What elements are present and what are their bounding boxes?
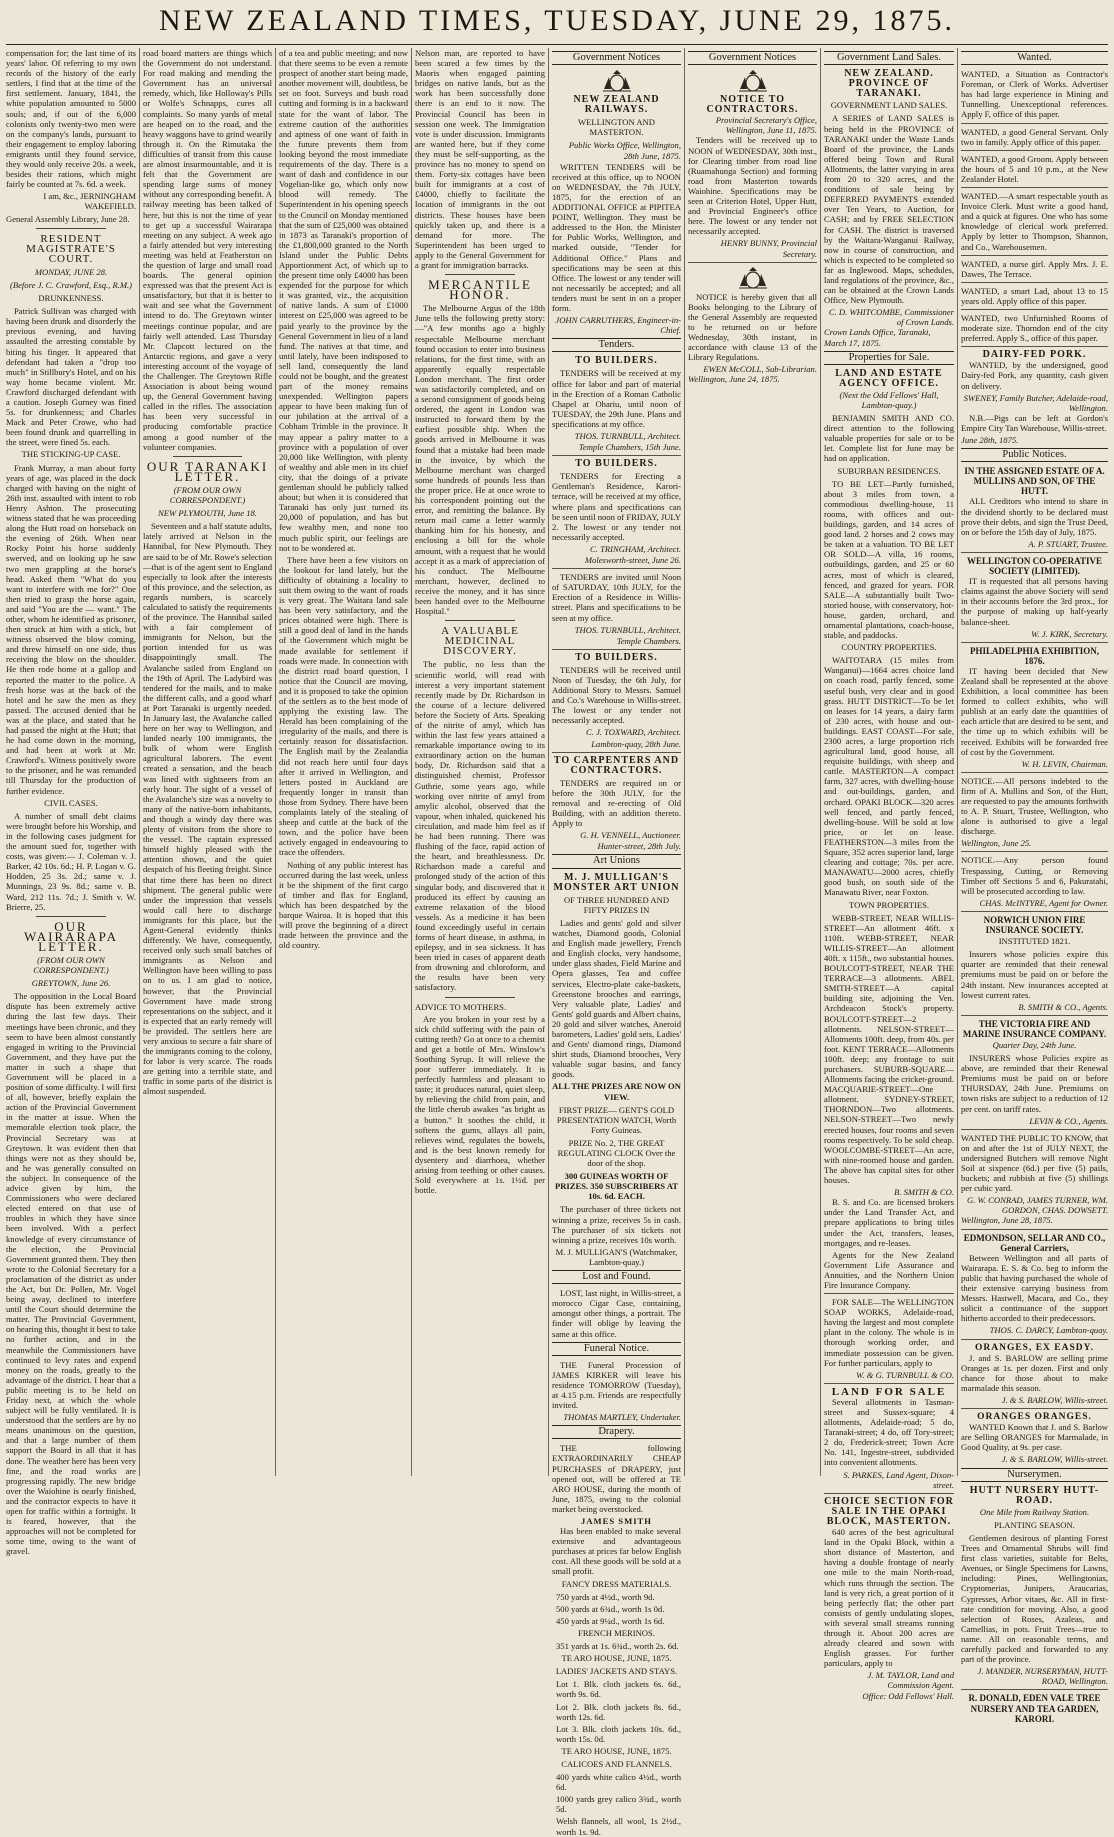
art-unions-heading: Art Unions xyxy=(552,854,681,868)
victoria-sub: Quarter Day, 24th June. xyxy=(992,1039,1077,1050)
oranges-signature-2: J. & S. BARLOW, Willis-street. xyxy=(1001,1454,1108,1465)
advice-heading: ADVICE TO MOTHERS. xyxy=(415,1001,507,1012)
taranaki-sub: (FROM OUR OWN CORRESPONDENT.) xyxy=(169,484,246,506)
night-soil-date: Wellington, June 28, 1875. xyxy=(961,1215,1053,1226)
impound-date: Wellington, June 25. xyxy=(961,838,1032,849)
royal-crest-icon xyxy=(736,266,770,290)
tender-place: Molesworth-street, June 26. xyxy=(584,555,681,566)
country-text: WAITOTARA (15 miles from Wanganui)—1664 acres choice land on coach road, partly fenced, some useful bush, very clear and in good grass. HUTT DISTRICT—To be let on leases for 14 years, a dairy farm of 230 acres, with house and out-buildings. EAST COAST—For sale, 2300 acres, a large proportion rich agricultural land, good house, all requisite buildings, with sheep and cattle. MASTERTON—A compact farm, 327 acres, with dwelling-house and out-buildings, garden, and orchard. OPAKI BLOCK—320 acres well fenced, and partly fenced, dwelling-house. Will be sold at low price, or let on lease. FEATHERSTON—3 miles from the Square, 352 acres superior land, large clearing and cottage; 70s. per acre. MANAWATU—2000 acres, chiefly good bush, on south side of the Manawatu River, near Foxton. xyxy=(824,655,954,898)
property-heading: Properties for Sale. xyxy=(824,351,954,365)
agency-text: BENJAMIN SMITH AND CO. direct attention to the following valuable properties for sale or to be let. Complete list for June may be had on application. xyxy=(824,413,954,464)
railway-signature: JOHN CARRUTHERS, Engineer-in-Chief. xyxy=(555,315,681,336)
divider xyxy=(552,455,681,456)
court-text: Patrick Sullivan was charged with having been drunk and disorderly the previous evening, and having assaulted the arresting constable by biting his finger. It appeared that defendant had taken a "drop too much" in Stillbury's Hotel, and on his way home became violent. Mr. Crawford discharged defendant with a caution. Joseph Gurney was fined 5s. for drunkenness; and Charles Mack and Peter Crowe, who had been found drunk and quarrelling in the street, were fined 5s. each. xyxy=(6,306,136,448)
tender-text: TENDERS will be received until Noon of Tuesday, the 6th July, for Additional Story to Messrs. Samuel and Co.'s Warehouse in Willis-street. The lowest or any tender not necessarily accepted. xyxy=(552,664,681,726)
court-date: MONDAY, JUNE 28. xyxy=(34,266,108,277)
hutt-nursery-signature: J. MANDER, NURSERYMAN, HUTT-ROAD, Wellington. xyxy=(977,1666,1108,1687)
te-aro-line: TE ARO HOUSE, JUNE, 1875. xyxy=(561,1653,672,1664)
divider xyxy=(961,1015,1108,1016)
land-sales-heading: Government Land Sales. xyxy=(824,51,954,65)
impound-text: NOTICE.—All persons indebted to the firm of A. Mullins and Son, of the Hutt, are requested to pay the amounts forthwith to A. P. Stuart, Trustee, Wellington, who alone is authorised to give a legal discharge. xyxy=(961,775,1109,837)
art-union-value: 300 GUINEAS WORTH OF PRIZES. 350 SUBSCRIBERS AT 10s. 6d. EACH. xyxy=(554,1171,679,1202)
coop-heading: WELLINGTON CO-OPERATIVE SOCIETY (LIMITED). xyxy=(967,555,1102,577)
lost-text: LOST, last night, in Willis-street, a morocco Cigar Case, containing, amongst other things, a portrait. The finder will oblige by leaving the same at this office. xyxy=(552,1288,681,1339)
advice-text: Are you broken in your rest by a sick child suffering with the pain of cutting teeth? Go at once to a chemist and get a bottle of Mrs. Winslow's Soothing Syrup. It will relieve the poor sufferer immediately. It is perfectly harmless and pleasant to taste; it produces natural, quiet sleep, by relieving the child from pain, and the little cherub awakes "as bright as a button." It soothes the child, it softens the gums, allays all pain, relieves wind, regulates the bowels, and is the best known remedy for dysentery and diarrhoea, whether arising from teething or other causes. Sold everywhere at 1s. 1½d. per bottle. xyxy=(415,1013,545,1196)
contractors-place: Provincial Secretary's Office, Wellington, June 11, 1875. xyxy=(715,115,817,136)
masthead-rule xyxy=(6,44,1108,45)
agency-signature: B. SMITH & CO. xyxy=(894,1187,954,1198)
fancy-row: 750 yards at 4½d., worth 9d. xyxy=(556,1591,655,1602)
wairarapa-sub: (FROM OUR OWN CORRESPONDENT.) xyxy=(33,954,109,976)
drapery-text: THE following EXTRAORDINARILY CHEAP PURCHASES of DRAPERY, just opened out, will be offered at TE ARO HOUSE, during the month of June, 1875, owing to the colonial market being overstocked. xyxy=(552,1443,681,1514)
column-5 xyxy=(552,48,681,1837)
fancy-heading: FANCY DRESS MATERIALS. xyxy=(561,1578,672,1589)
tender-text: TENDERS will be received at my office for labor and part of material in the Erection of a Roman Catholic Chapel at Ohariu, until noon of TUESDAY, the 29th June. Plans and specifications at my office. xyxy=(552,368,681,429)
divider xyxy=(961,309,1108,310)
tender-place: Temple Chambers, 15th June. xyxy=(578,442,681,453)
art-union-first-prize: FIRST PRIZE— GENT'S GOLD PRESENTATION WATCH, Worth Forty Guineas. xyxy=(556,1104,677,1135)
norwich-text: Insurers whose policies expire this quarter are reminded that their renewal premiums must be paid on or before the 24th instant. New insurances accepted at lowest current rates. xyxy=(961,949,1108,1000)
hutt-nursery-sub: One Mile from Railway Station. xyxy=(979,1506,1090,1517)
taranaki-land-place: Crown Lands Office, Taranaki, March 17, 1875. xyxy=(824,327,931,348)
divider xyxy=(445,620,515,621)
taranaki-land-signature: C. D. WHITCOMBE, Commissioner of Crown Lands. xyxy=(828,307,954,328)
jackets-row: Lot 2. Blk. cloth jackets 8s. 6d., worth 12s. 6d. xyxy=(556,1701,681,1722)
column-4 xyxy=(415,48,545,1476)
court-before: (Before J. C. Crawford, Esq., R.M.) xyxy=(9,279,133,290)
edmondson-text: Between Wellington and all parts of Wairarapa. E. S. & Co. beg to inform the public that having purchased the whole of their extensive carrying business from Messrs. Hastwell, Macara, and Co., they solicit a continuance of the support hitherto accorded to their predecessors. xyxy=(961,1252,1108,1324)
divider xyxy=(36,228,106,229)
tender-advert xyxy=(552,756,681,852)
drapery-text-2: Has been enabled to make several extensive and advantageous purchases at prices far below English cost. All these goods will be sold at a small profit. xyxy=(552,1526,681,1577)
taranaki-land-heading: NEW ZEALAND. PROVINCE OF TARANAKI. xyxy=(844,68,934,100)
divider xyxy=(961,1339,1108,1340)
column-8 xyxy=(961,48,1109,1724)
tender-heading: TO BUILDERS. xyxy=(575,458,658,470)
divider xyxy=(961,552,1108,553)
oranges-heading: ORANGES, EX EASDY. xyxy=(974,1342,1094,1353)
pork-heading: DAIRY-FED PORK. xyxy=(982,349,1087,361)
divider xyxy=(961,150,1108,151)
calicoes-row: Welsh flannels, all wool, 1s 2½d., worth 1s. 9d. xyxy=(556,1816,681,1837)
tender-signature: C. TRINGHAM, Architect. xyxy=(590,543,681,554)
tender-text: TENDERS for Erecting a Gentleman's Residence, Karori-terrace, will be received at my office, where plans and specifications can be seen until noon of FRIDAY, JULY 2. The lowest or any tender not necessarily accepted. xyxy=(552,471,681,542)
divider xyxy=(961,282,1108,283)
contractors-text: Tenders will be received up to NOON of WEDNESDAY, 30th inst., for Clearing timber from road line (Ruamahunga Section) and forming road from Masterton towards Waiohine. Specifications may be seen at Criterion Hotel, Upper Hutt, and Provincial Engineer's office here. The lowest or any tender not necessarily accepted. xyxy=(688,135,817,237)
tender-advert xyxy=(552,459,681,565)
choice-signature: J. M. TAYLOR, Land and Commission Agent. xyxy=(867,1670,954,1691)
night-soil-signatures: G. W. CONRAD, JAMES TURNER, WM. GORDON, CHAS. DOWSETT. xyxy=(967,1195,1108,1216)
divider xyxy=(445,997,515,998)
taranaki-text-cont: of a tea and public meeting; and now that there seems to be even a remote prospect of another start being made, another movement will, doubtless, be set on foot. Surveys and bush road cutting and forming is in a backward state for the want of labor. The extreme caution of the authorities and aptness of one want of faith in the future prevents them from looking beyond the most immediate requirements of the day. There is a want of dash and confidence in our Vogelian-like go, which only now blood will remedy. The Superintendent in his opening speech to the Council on Monday mentioned that the sum of £25,000 was obtained in 1873 as Taranaki's proportion of the £1,800,000 granted to the North Island under the Public Debts Apportionment Act, of which up to the present time only £4000 has been expended for the purpose for which it was granted, viz., the acquisition of native lands. A sum of £1000 interest on £25,000 was agreed to be paid yearly to the province by the General Government in lieu of a land fund. The natives at that time, and until lately, have been indisposed to sell land, consequently the land could not be bought, and the greatest part of the money remains unexpended. Wellington papers appear to have been making fun of our jubilation at the arrival of a Cobham Trimble in the province. It may appear a paltry matter to a province with a population of over 20,000 like Wellington, with plenty of wealthy and able men in its chief city, that the doings of a private gentleman should be publicly talked about; but when it is considered that Taranaki has only just turned its 20,000 of population, and has but few wealthy men, and none too much public spirit, our feelings are not to be wondered at. xyxy=(279,48,408,553)
country-heading: COUNTRY PROPERTIES. xyxy=(841,642,937,653)
suburban-text: TO BE LET—Partly furnished, about 3 miles from town, a commodious dwelling-house, 11 rooms, with offices and out-buildings, garden, and 14 acres of good land. 2 horses and 2 cows may be taken at a valuation. TO BE LET OR SOLD—A villa, 16 rooms, outbuildings, garden, and 25 or 60 acres, most of which is cleared, fenced, and grazed for years. FOR SALE—A substantially built Two-storied house, with conservatory, hot-house, garden, orchard, and ornamental plantations, coach-house, stable, and paddocks. xyxy=(824,478,954,641)
agency-sub: (Next the Odd Fellows' Hall, Lambton-quay.) xyxy=(839,389,939,410)
divider xyxy=(961,1689,1108,1690)
norwich-sub: INSTITUTED 1821. xyxy=(998,936,1071,947)
choice-text: 640 acres of the best agricultural land in the Opaki Block, within a short distance of Masterton, and having a double frontage of nearly one mile to the main North-road, which runs through the section. The land is very rich, a great portion of it being perfectly flat; the other part consists of gently undulating slopes, with several small streams running through it. About 200 acres are already cleared and sown with English grasses. For further particulars, apply to xyxy=(824,1527,954,1669)
soap-text: FOR SALE—The WELLINGTON SOAP WORKS, Adelaide-road, having the largest and most complete plant in the colony. The whole is in thorough working order, and immediate possession can be given. For further particulars, apply to xyxy=(824,1297,954,1368)
letter-text: compensation for; the last time of its years' labor. Of referring to my own records of the history of the early settlers, I find that at the time of the first settlement. January, 1841, the white population amounted to 5000 souls; and, if out of the 6,000 colonists only twenty-two men were on the company's lands, pursuant to their engagement to employ laboring emigrants until they found service, they would only receive 20s. a week, besides their rations, which might fairly be counted at 7s. 6d. a week. xyxy=(6,48,136,190)
pork-text: WANTED, by the undersigned, good Dairy-fed Pork, any quantity, cash given on delivery. xyxy=(961,360,1108,391)
tender-text: TENDERS are required on or before the 30th JULY, for the removal and re-erecting of Old Building, with an addition thereto. Apply to xyxy=(552,777,681,829)
library-text: NOTICE is hereby given that all Books belonging to the Library of the General Assembly are requested to be returned on or before Wednesday, 30th instant, in accordance with clause 13 of the Library Regulations. xyxy=(688,291,817,363)
divider xyxy=(552,752,681,753)
taranaki-land-text: A SERIES of LAND SALES is being held in the PROVINCE of TARANAKI under the Waste Lands Board of the province, the Lands offered being Town and Rural Allotments, the latter varying in area from 20 to 320 acres, and the conditions of sale being by DEFERRED PAYMENTS extended over Ten Years, to Auction, for CASH; and by FREE SELECTION for CASH. The district is traversed by the Waitara-Wanganui Railway, now in course of construction, and which is expected to be completed so far as Inglewood. Maps, schedules, land regulations of the province, &c., can be obtained at the Crown Lands Office, New Plymouth. xyxy=(824,113,954,306)
oranges-text: J. and S. BARLOW are selling prime Oranges at 1s. per dozen. First and only chance for those about to make marmalade this season. xyxy=(961,1352,1108,1393)
case-heading: THE STICKING-UP CASE. xyxy=(21,449,121,460)
art-union-title: M. J. MULLIGAN'S MONSTER ART UNION xyxy=(553,871,680,893)
tender-text: TENDERS are invited until Noon of SATURDAY, 10th JULY, for the Erection of a Residence in Willis-street. Plans and specifications to be seen at my office. xyxy=(552,572,681,623)
contractors-signature: HENRY BUNNY, Provincial Secretary. xyxy=(720,238,817,259)
art-union-text: Ladies and gents' gold and silver watches, Diamond goods, Colonial and English made jewellery, French and English clocks, very handsome, under glass shades, Field Marine and Opera glasses, Tea and coffee services, Electro-plate cake-baskets, Greenstone brooches and earrings, Very valuable plate, Ladies' and Gents' gold guards and Albert chains, 20 gold and silver watches, Aneroid barometers, Ladies' gold sets, Ladies' and Gents' diamond rings, Diamond shirt studs, Diamond brooches, Very valuable sugar basins, and fancy goods. xyxy=(552,917,681,1080)
column-rule xyxy=(139,48,140,1476)
estate-signature: A. P. STUART, Trustee. xyxy=(1028,538,1108,549)
wanted-heading: Wanted. xyxy=(961,51,1108,65)
oranges-text-2: WANTED Known that J. and S. Barlow are Selling ORANGES for Marmalade, in Good Quality, at 9s. per case. xyxy=(961,1422,1108,1453)
mercantile-text: The Melbourne Argus of the 18th June tells the following pretty story:—"A few months ago a highly respectable Melbourne merchant found occasion to enter into business relations, for the first time, with an apparently equally respectable London merchant. The first order was satisfactorily completed, and on a second consignment of goods being ordered, the agent in London was instructed to forward them by the earliest possible ship. When the goods arrived in Melbourne it was found that a mistake had been made in the invoice, by which the Melbourne merchant was charged some hundreds of pounds less than the proper price. He at once wrote to his correspondent pointing out the error, and remitting the balance. By return mail came a letter warmly thanking him for his honesty, and enclosing a bill for the whole amount, with a request that he would accept it as a mark of appreciation of his conduct. The Melbourne merchant, however, declined to receive the money, and it has since been handed over to the Melbourne Hospital." xyxy=(415,303,545,617)
art-union-sub: OF THREE HUNDRED AND FIFTY PRIZES IN xyxy=(563,894,670,915)
wanted-item: WANTED.—A smart respectable youth as Invoice Clerk. Must write a good hand, and a quick at figures. One who has some knowledge of clerical work preferred. Apply by letter to Thompson, Shannon, and Co., Warehousemen. xyxy=(961,191,1108,252)
railway-heading: NEW ZEALAND RAILWAYS. xyxy=(573,94,660,116)
divider xyxy=(961,1229,1108,1230)
tender-heading: TO BUILDERS. xyxy=(575,355,658,367)
tender-place: Lambton-quay, 28th June. xyxy=(591,738,681,749)
tender-heading: TO BUILDERS. xyxy=(575,651,658,663)
divider xyxy=(961,187,1108,188)
case-text: Frank Murray, a man about forty years of age, was placed in the dock charged with having on the night of 26th inst. assaulted with intent to rob Henry Ashton. The prosecuting witness stated that he was proceeding along the Hutt road on horseback on the evening of 26th. When near Rocky Point his horse suddenly swerved, and on looking up he saw two men grappling at the horse's head. Asked them "What do you want to interfere with me for?" One then tried to grasp the horse again, and said "You are the — want." The other, whom he identified as prisoner, then struck at him with a stick, but witness observed the blow coming, and threw himself on one side, thus receiving the blow on the shoulder. He then rode home at a gallop and reported the matter to the police. A fresh horse was at the back of the hotel and he saw the men as they passed. The accused denied that he was at the place, and stated that he had passed the night at the Hutt; that he had come down in the morning, and had been at work at Mr. Crawford's. Witness positively swore to the prisoner, and he was remanded till Thursday for the production of further evidence. xyxy=(6,462,136,796)
agency-heading: LAND AND ESTATE AGENCY OFFICE. xyxy=(835,367,943,389)
choice-heading: CHOICE SECTION FOR SALE IN THE OPAKI BLOCK, MASTERTON. xyxy=(824,1495,954,1527)
royal-crest-icon xyxy=(600,69,634,93)
hutt-nursery-text: Gentlemen desirous of planting Forest Trees and Ornamental Shrubs will find first class varieties, suitable for Belts, Avenues, or Single Specimens for Lawns, including: Pines, Wellingtonias, Cryptomerias, Junipers, Araucarias, Cypresses, Arbor vitaes, &c. All in first-rate condition for moving. Also, a good selection of Roses, Azaleas, and Camellias, in pots. Fruit Trees—true to name. All on reasonable terms, and carefully packed and forwarded to any part of the province. xyxy=(961,1533,1108,1665)
divider xyxy=(824,1293,954,1294)
medicinal-text: The public, no less than the scientific world, will read with interest a very important statement recently made by Dr. Richardson in the course of a lecture delivered before the Society of Arts. Speaking of the nitrite of amyl, which has within the last few years attained a remarkable importance owing to its extraordinary action on the human body, Dr. Richardson said that a distinguished chemist, Professor Guthrie, some years ago, while working over nitrite of amyl from amylic alcohol, observed that the vapour, when inhaled, quickened his circulation, and made him feel as if he had been running. There was flushing of the face, rapid action of the heart, and breathlessness. Dr. Richardson made a careful and prolonged study of the action of this singular body, and discovered that it produced its effect by causing an extreme relaxation of the blood vessels. As a medicine it has been found exceedingly useful in certain forms of heart disease, in asthma, in epilepsy, and in sea sickness. It has been tried in cases of apparent death from drowning and chloroform, and the results have been very satisfactory. xyxy=(415,659,545,993)
fancy-row: 450 yards at 9¼d., worth 1s 6d. xyxy=(556,1615,665,1626)
calicoes-row: 400 yards white calico 4½d., worth 6d. xyxy=(556,1772,681,1793)
tender-place: Temple Chambers. xyxy=(616,635,681,646)
calicoes-row: 1000 yards grey calico 3¾d., worth 5d. xyxy=(556,1794,681,1815)
art-union-signature: M. J. MULLIGAN'S (Watchmaker, Lambton-quay.) xyxy=(555,1246,678,1267)
library-date: Wellington, June 24, 1875. xyxy=(688,374,780,385)
divider xyxy=(961,642,1108,643)
art-union-second-prize: PRIZE No. 2, THE GREAT REGULATING CLOCK Over the door of the shop. xyxy=(557,1137,676,1169)
oranges-heading-2: ORANGES ORANGES. xyxy=(977,1412,1092,1423)
civil-heading: CIVIL CASES. xyxy=(44,797,98,808)
norwich-signature: B. SMITH & CO., Agents. xyxy=(1018,1001,1108,1012)
philadelphia-text: IT having been decided that New Zealand shall be represented at the above Exhibition, a local committee has been formed to collect exhibits, who will publish at an early date the quantities of each article that are desired to be sent, and the time up to which exhibits will be received. Exhibits will be forwarded free of cost by the Government. xyxy=(961,665,1108,757)
wanted-item: WANTED, a smart Lad, about 13 to 15 years old. Apply office of this paper. xyxy=(961,285,1108,306)
funeral-signature: THOMAS MARTLEY, Undertaker. xyxy=(563,1412,681,1423)
calicoes-heading: CALICOES AND FLANNELS. xyxy=(561,1758,672,1769)
victoria-heading: THE VICTORIA FIRE AND MARINE INSURANCE COMPANY. xyxy=(962,1018,1107,1039)
column-1 xyxy=(6,48,136,1557)
agents-text: Agents for the New Zealand Government Life Assurance and Annuities, and the Northern Union Fire Insurance Company. xyxy=(824,1249,954,1290)
masthead-title: NEW ZEALAND TIMES, TUESDAY, JUNE 29, 1875. xyxy=(158,4,956,37)
wanted-item: WANTED, a good General Servant. Only two in family. Apply office of this paper. xyxy=(961,126,1108,147)
hutt-nursery-planting: PLANTING SEASON. xyxy=(994,1519,1075,1530)
taranaki-text-cont-3: Nothing of any public interest has occurred during the last week, unless it be the shipment of the first cargo of timber and flax for England, which has been despatched by the barque Wairoa. It is hoped that this will prove the beginning of a direct trade between the province and the old country. xyxy=(279,859,408,951)
estate-heading: IN THE ASSIGNED ESTATE OF A. MULLINS AND SON, OF THE HUTT. xyxy=(964,466,1105,497)
te-aro-line: TE ARO HOUSE, JUNE, 1875. xyxy=(561,1745,672,1756)
lost-found-heading: Lost and Found. xyxy=(552,1270,681,1284)
divider xyxy=(961,911,1108,912)
court-subheading: DRUNKENNESS. xyxy=(38,293,104,304)
soap-signature: W. & G. TURNBULL & CO. xyxy=(856,1369,954,1380)
divider xyxy=(36,916,106,917)
coop-signature: W. J. KIRK, Secretary. xyxy=(1031,628,1108,639)
nurserymen-heading: Nurserymen. xyxy=(961,1468,1108,1482)
funeral-heading: Funeral Notice. xyxy=(552,1342,681,1356)
estate-text: ALL Creditors who intend to share in the dividend shortly to be declared must prove their debts, and sign the Trust Deed, on or before the 15th day of July, 1875. xyxy=(961,496,1108,537)
night-soil-text: WANTED THE PUBLIC TO KNOW, that on and after the 1st of JULY NEXT, the undersigned Butchers will remove Night Soil at sixpence (6d.) per five (5) pails, buckets; and rubbish at five (5) shillings per cubic yard. xyxy=(961,1132,1108,1194)
agency-note: B. S. and Co. are licensed brokers under the Land Transfer Act, and prepare applications to bring titles under the Act, transfers, leases, mortgages, and re-leases. xyxy=(824,1197,954,1248)
divider xyxy=(961,1129,1108,1130)
column-3 xyxy=(279,48,408,1476)
wanted-item: WANTED, a Situation as Contractor's Foreman, or Clerk of Works. Advertiser has had large experience in Mining and Tunnelling. Unexceptional references. Apply F, office of this paper. xyxy=(961,69,1108,120)
tender-signature: THOS. TURNBULL, Architect. xyxy=(574,624,681,635)
railway-sub: WELLINGTON AND MASTERTON. xyxy=(578,117,655,138)
oranges-signature: J. & S. BARLOW, Willis-street. xyxy=(1001,1394,1108,1405)
column-rule xyxy=(548,48,549,1476)
tender-advert xyxy=(552,356,681,452)
tender-place: Hunter-street, 28th July. xyxy=(597,841,681,852)
tender-signature: C. J. TOXWARD, Architect. xyxy=(586,727,681,738)
wanted-item: WANTED, a nurse girl. Apply Mrs. J. E. Dawes, The Terrace. xyxy=(961,258,1108,279)
land-sale-heading: LAND FOR SALE xyxy=(831,1385,947,1398)
wairarapa-text-cont: road board matters are things which the Government do not understand. For road making and mending the Government has an universal remedy, which, like Holloway's Pills or Wolfe's Schnapps, cures all complaints. So many yards of metal are heaped on to the road, and the heavy waggons have to grind wearily through it. On the Rimutaka the difficulties of transit from this cause are almost insurmountable, and it is felt that the Government are spending large sums of money without any corresponding benefit. A railway meeting has been talked of here, but this is not the time of year to get up a successful Wairarapa meeting on any subject. A week ago a fairly attended but very interesting meeting was held at Featherston on the question of large and small road boards. The general opinion expressed was that the present Act is unsatisfactory, but that it is better to wait and see what the Government intend to do. The Greytown winter meetings continue popular, and are fairly well attended. Last Thursday Mr. Clapcott lectured on the Antarctic regions, and gave a very interesting account of the voyage of the Challenger. The Greytown Rifle Association is about being wound up, the General Government having called in the rifles. The association has been very successful in producing comfortable practice among a good number of the volunteer companies. xyxy=(143,48,272,452)
trespass-text: NOTICE.—Any person found Trespassing, Cutting, or Removing Timber off Sections 5 and 6, Pakuratahi, will be prosecuted according to law. xyxy=(961,855,1108,896)
tender-advert xyxy=(552,653,681,749)
taranaki-heading: OUR TARANAKI LETTER. xyxy=(146,458,269,484)
taranaki-text-cont-2: There have been a few visitors on the lookout for land lately, but the difficulty of obtaining a locality to suit them owing to the want of roads is very great. The Waitara land sale has been very satisfactory, and the prices obtained were high. There is still a good deal of land in the hands of the Government which might be made available for settlement if roads were made. In connection with the district road board question, I notice that the Council are moving, and it is proposed to take the opinion of the settlers as to the best mode of applying the existing law. The Herald has been complaining of the irregularity of the mails, and there is certainly reason for dissatisfaction. The English mail by the Zealandia did not reach here until four days after it arrived in Wellington, and letters posted in Auckland are frequently longer in transit than those from Sydney. There have been complaints lately of the stealing of sheep and cattle at the back of the town, and the police have been actively engaged in endeavouring to trace the offenders. xyxy=(279,554,408,858)
column-7 xyxy=(824,48,954,1701)
government-notices-heading: Government Notices xyxy=(552,51,681,65)
divider xyxy=(961,1408,1108,1409)
tender-signature: G. H. VENNELL, Auctioneer. xyxy=(580,830,681,841)
divider xyxy=(552,568,681,569)
divider xyxy=(552,649,681,650)
column-rule xyxy=(275,48,276,1476)
wairarapa-heading: OUR WAIRARAPA LETTER. xyxy=(23,918,119,954)
letter-dateline: General Assembly Library, June 28. xyxy=(6,213,130,224)
land-sale-text: Several allotments in Tasman-street and Sussex-square; 4 allotments, Adelaide-road; 5 do, Taranaki-street; 4 do, off Tory-street; 2 do, Frederick-street; Town Acre No. 141, Ingestre-street, subdivided into convenient allotments. xyxy=(824,1396,954,1468)
divider xyxy=(961,772,1108,773)
land-sale-signature: S. PARKES, Land Agent, Dixon-street. xyxy=(843,1469,954,1490)
victoria-text: INSURERS whose Policies expire as above, are reminded that their Renewal Premiums must be paid on or before THURSDAY, 24th June. Premiums on town risks are subject to a reduction of 12 per cent. on tariff rates. xyxy=(961,1053,1108,1114)
pork-date: June 28th, 1875. xyxy=(961,435,1019,445)
wanted-item: WANTED, a good Groom. Apply between the hours of 5 and 10 p.m., at the New Zealander Hotel. xyxy=(961,153,1108,184)
civil-text: A number of small debt claims were brought before his Worship, and in the following cases judgment for the amount sued for, together with costs, was given:— J. Coleman v. J. Barker, 42 10s. 6d.; H. P. Logan v. G. Hodden, 25 3s. 2d.; same v. J. Munnings, 23 9s. 8d.; same v. B. Ward, 212 11s. 7d.; J. Smith v. W. Brierre, 25. xyxy=(6,810,136,912)
divider xyxy=(445,274,515,275)
taranaki-date: NEW PLYMOUTH, June 18. xyxy=(158,508,257,519)
railway-text: WRITTEN TENDERS will be received at this office, up to NOON on WEDNESDAY, the 7th JULY, 1875, for the erection of an ADDITIONAL OFFICE at PIPITEA POINT, Wellington. They must be addressed to the Hon. the Minister for Public Works, Wellington, and marked outside, "Tender for Additional Office." Plans and specifications may be seen at this Office. The lowest or any tender will not necessarily be accepted; and all tenders must be sent in on a proper form. xyxy=(552,161,681,313)
divider xyxy=(961,123,1108,124)
art-union-advert xyxy=(552,873,681,1267)
fancy-row: 500 yards at 6¾d., worth 1s 0d. xyxy=(556,1603,665,1614)
column-rule xyxy=(411,48,412,1476)
government-notices-heading: Government Notices xyxy=(688,51,817,65)
edmondson-signature: THOS. C. DARCY, Lambton-quay. xyxy=(989,1325,1108,1336)
column-rule xyxy=(684,48,685,1476)
town-text: WEBB-STREET, NEAR WILLIS-STREET—An allotment 46ft. x 110ft. WEBB-STREET, NEAR WILLIS-STREET—An allotment 40ft. x 115ft., two substantial houses. BOULCOTT-STREET, NEAR THE TERRACE—3 allotments. ABEL SMITH-STREET—A capital building site, adjoining the Ven. Archdeacon Stock's property. BOULCOTT-STREET—2 allotments. NELSON-STREET—Allotments 100ft. deep, from 40s. per foot. KENT TERRACE—Allotments 100ft. deep; any frontage to suit purchasers. SUBURB-SQUARE—Allotments facing the cricket-ground. MACQUARIE-STREET—One allotment. SYDNEY-STREET, THORNDON—Two allotments. NELSON-STREET—Two newly erected houses, four rooms and seven rooms respectively. To be sold cheap. WOOLCOMBE-STREET—An acre, with nine-roomed house and garden. The above has capital sites for other houses. xyxy=(824,912,954,1186)
taranaki-land-sub: GOVERNMENT LAND SALES. xyxy=(830,100,948,111)
court-heading: RESIDENT MAGISTRATE'S COURT. xyxy=(26,232,116,265)
letter-signature: I am, &c., JERNINGHAM WAKEFIELD. xyxy=(43,191,136,212)
column-rule xyxy=(957,48,958,1476)
taranaki-text-cont-4: Nelson man, are reported to have been scared a few times by the Maoris when engaged painting bridges on native lands, but as the work has been successfully done there is an end to it now. The Provincial Council has been in session one week. The Immigration vote is under discussion. Immigrants are wanted here, but if they come they must be self-supporting, as the province has no money to spend on them. Forty-six cottages have been built for immigrants at a cost of £4000, chiefly to facilitate the location of immigrants in the out districts. These houses have been quickly taken up, and there is a demand for more. The Superintendent has been urged to apply to the General Government for a grant for immigration barracks. xyxy=(415,48,545,270)
wairarapa-date: GREYTOWN, June 26. xyxy=(31,978,111,989)
jackets-row: Lot 3. Blk. cloth jackets 10s. 6d., worth 15s. 0d. xyxy=(556,1723,681,1744)
pork-note: N.B.—Pigs can be left at Gordon's Empire City Tan Warehouse, Willis-street. xyxy=(961,412,1108,433)
public-notices-heading: Public Notices. xyxy=(961,448,1108,462)
divider xyxy=(824,1383,954,1384)
divider xyxy=(961,851,1108,852)
library-signature: EWEN McCOLL, Sub-Librarian. xyxy=(703,364,817,375)
contractors-heading: NOTICE TO CONTRACTORS. xyxy=(706,94,799,116)
trespass-signature: CHAS. McINTYRE, Agent for Owner. xyxy=(979,897,1108,908)
town-heading: TOWN PROPERTIES. xyxy=(848,899,930,910)
tenders-heading: Tenders. xyxy=(552,338,681,352)
royal-crest-icon xyxy=(736,69,770,93)
divider xyxy=(824,1493,954,1494)
divider xyxy=(961,255,1108,256)
art-union-note: The purchaser of three tickets not winning a prize, receives 5s in cash. The purchaser of six tickets not winning a prize, receives 10s worth. xyxy=(552,1204,681,1245)
ridgway-heading: R. DONALD, EDEN VALE TREE NURSERY AND TEA GARDEN, KARORI. xyxy=(968,1693,1101,1724)
jackets-row: Lot 1. Blk. cloth jackets 6s. 6d., worth 9s. 6d. xyxy=(556,1679,681,1700)
merino-row: 351 yards at 1s. 6¾d., worth 2s. 6d. xyxy=(556,1641,679,1652)
philadelphia-heading: PHILADELPHIA EXHIBITION, 1876. xyxy=(969,645,1100,666)
art-union-view: ALL THE PRIZES ARE NOW ON VIEW. xyxy=(552,1081,681,1102)
tender-heading: TO CARPENTERS AND CONTRACTORS. xyxy=(553,754,680,776)
tender-signature: THOS. TURNBULL, Architect. xyxy=(574,431,681,441)
choice-place: Office: Odd Fellows' Hall. xyxy=(862,1690,954,1701)
victoria-signature: LEVIN & CO., Agents. xyxy=(1029,1115,1108,1126)
funeral-text: THE Funeral Procession of JAMES KIRKER will leave his residence TOMORROW (Tuesday), at 4.15 p.m. Friends are respectfully invited. xyxy=(552,1359,681,1411)
divider xyxy=(173,456,242,457)
drapery-name: JAMES SMITH xyxy=(581,1516,652,1526)
column-6 xyxy=(688,48,817,1476)
divider xyxy=(961,346,1108,347)
norwich-heading: NORWICH UNION FIRE INSURANCE SOCIETY. xyxy=(983,914,1086,936)
merino-heading: FRENCH MERINOS. xyxy=(578,1627,655,1638)
tender-advert xyxy=(552,572,681,646)
edmondson-heading: EDMONDSON, SELLAR AND CO., General Carriers, xyxy=(963,1232,1106,1253)
suburban-heading: SUBURBAN RESIDENCES. xyxy=(837,465,941,476)
pork-signature: SWENEY, Family Butcher, Adelaide-road, Wellington. xyxy=(963,392,1108,413)
jackets-heading: LADIES' JACKETS AND STAYS. xyxy=(555,1666,678,1677)
railway-advert xyxy=(552,95,681,335)
wanted-item: WANTED, two Unfurnished Rooms of moderate size. Thorndon end of the city preferred. Apply S., office of this paper. xyxy=(961,312,1108,344)
drapery-heading: Drapery. xyxy=(552,1425,681,1439)
column-2 xyxy=(143,48,272,1476)
divider xyxy=(688,262,817,263)
philadelphia-signature: W. H. LEVIN, Chairman. xyxy=(1021,758,1108,769)
column-rule xyxy=(820,48,821,1476)
taranaki-text: Seventeen and a half statute adults, lately arrived at Nelson in the Hannibal, for New Plymouth. They are said to be of Mr. Rowe's selection—that is of the agent sent to England especially to look after the interests of this province, and the selection, as regards numbers, is scarcely calculated to satisfy the requirements of the province. The Hannibal sailed with a fair complement of immigrants for Nelson, but the portion intended for us was disappointingly small. The Avalanche sailed from England on the 19th of April. The Ladybird was tendered for the mails, and to make the different calls, and a good wharf at Port Taranaki is urgently needed. In January last, the Avalanche called here on her way to Wellington, and landed nearly 100 immigrants, the bulk of whom were English agricultural laborers. The event created a sensation, and the beach was lined with sightseers from an early hour. The sight of a vessel of the Avalanche's size was a novelty to many of the native-born inhabitants, and though a windy day there was plenty of visitors from the shore to the vessel. The captain expressed himself highly pleased with the attention shown, and the quiet despatch of his fleeting freight. Since that time there has been no direct shipment. The general public were under the impression that vessels would call here to discharge immigrants for this place, but the Agent-General evidently thinks differently. We have, consequently, received only such small batches of immigrants as Nelson and Wellington have been willing to pass on to us. I am glad to notice, however, that the Provincial Government have made strong representations on the subject, and it is expected that an early remedy will be provided. The settlers here are very anxious to secure a fair share of the immigrants coming to the colony, for labor is very scarce. The roads are getting into a terrible state, and traffic in some parts of the district is almost suspended. xyxy=(143,521,272,1097)
hutt-nursery-heading: HUTT NURSERY HUTT-ROAD. xyxy=(969,1484,1100,1506)
wairarapa-text: The opposition in the Local Board dispute has been extremely active during the last few days. Their meetings have been chronic, and they seem to have been almost constantly engaged in writing to the Provincial Government, and they have put the matter in such a shape that Government will be placed in a position of some difficulty. I will first of all, however, briefly explain the action of the Provincial Government in the matter at issue. When the memorable election took place, the Provincial Secretary was at Greytown. It was evident then that things were not as they should be, and he was generally consulted on the subject. In consequence of the advice given by him, the Commissioners who were declared elected entered on that use of troubles in which they have since been involved. With a perfect knowledge of every circumstance of the election, the Provincial Government granted them. They then wrote to the Colonial Secretary for a proclamation of the district as under the Act, but Dr. Pollen, Mr. Vogel being away, declined to interfere until the Court should determine the matter. The Provincial Government, on hearing this, thought it best to take no further action, and in the meanwhile the Commissioners have continued to levy rates and expend money on the roads, greatly to the advantage of the district. I hear that a public meeting is to be held on Friday next, at which the whole subject will be fully ventilated. It is understood that the settlers are by no means unanimous on the question, and that a large number of them support the Board in all that it has done. The weather here has been very fine, and the road works are progressing rapidly. The new bridge over the Waiohine is nearly finished, and the contractor expects to have it open for traffic within a fortnight. It is feared, however, that the approaches will not be completed for some time, owing to the want of gravel. xyxy=(6,991,136,1557)
mercantile-heading: MERCANTILE HONOR. xyxy=(428,277,532,303)
medicinal-heading: A VALUABLE MEDICINAL DISCOVERY. xyxy=(441,625,519,658)
railway-place: Public Works Office, Wellington, 28th June, 1875. xyxy=(568,140,681,161)
coop-text: IT is requested that all persons having claims against the above Society will send in their accounts before the 3rd prox., for the purpose of making up half-yearly balance-sheet. xyxy=(961,576,1108,627)
